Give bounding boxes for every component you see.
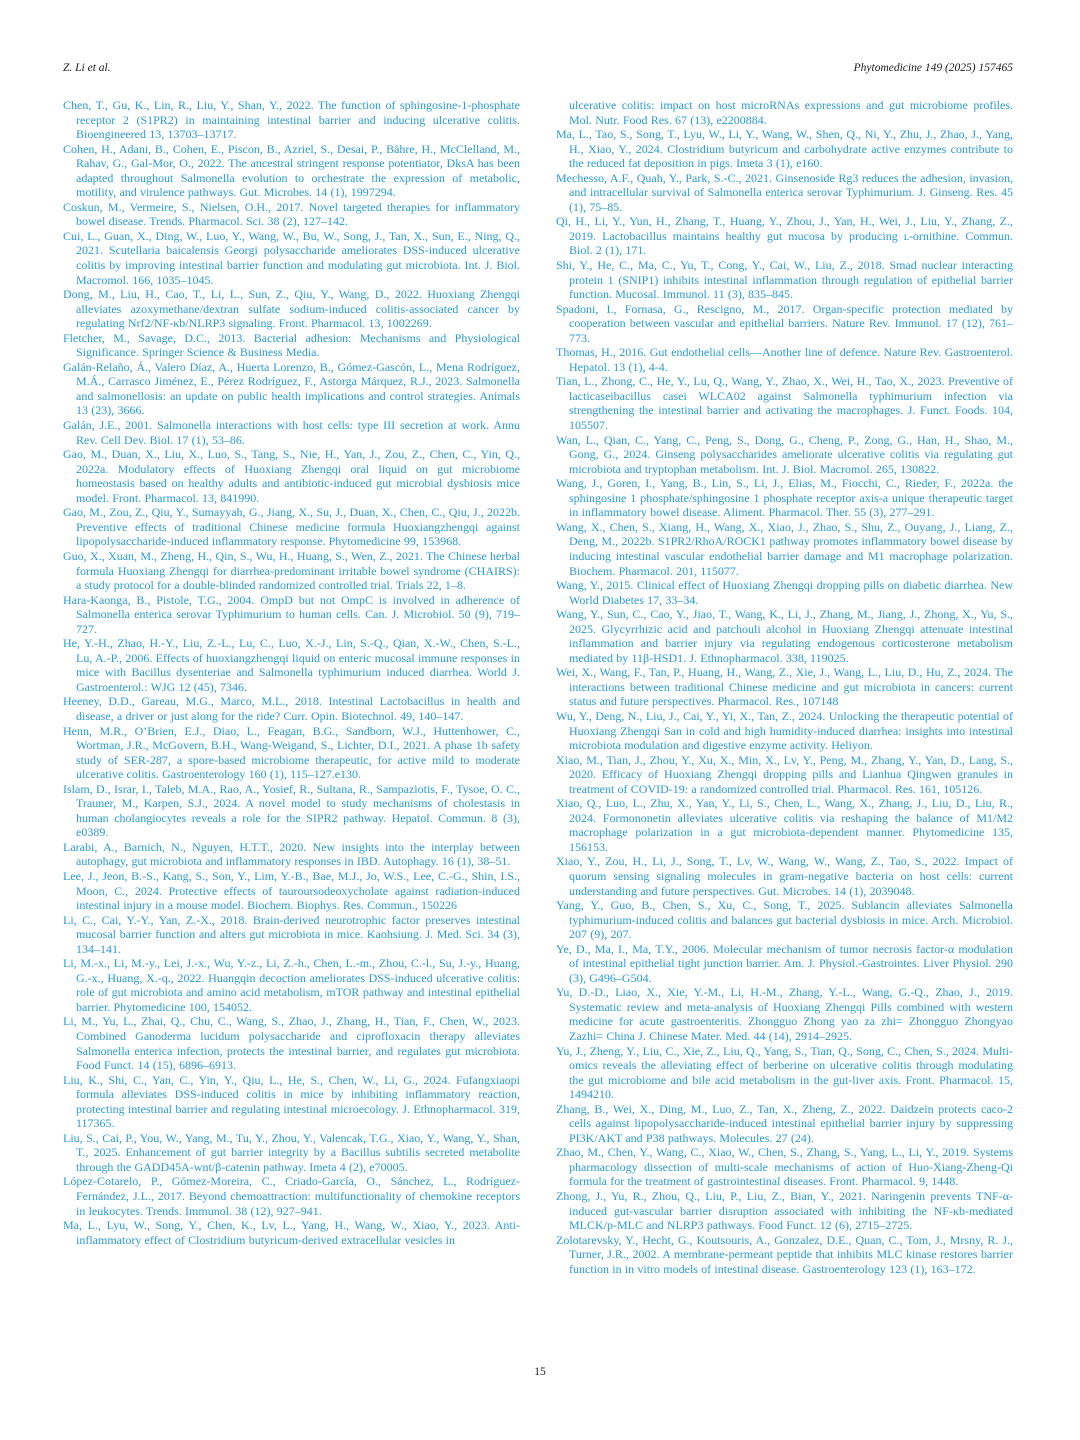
references-column-right: [556, 98, 1013, 1276]
reference-item[interactable]: Lee, J., Jeon, B.-S., Kang, S., Son, Y., Lim, Y.-B., Bae, M.J., Jo, W.S., Lee, C.-G., Shin, I.S., Moon, C., 2024. Protective effects of tauroursodeoxycholate against radiation-induced intestinal injury in a mouse model. Biochem. Biophys. Res. Commun., 150226: [63, 868, 520, 913]
reference-item[interactable]: Yu, J., Zheng, Y., Liu, C., Xie, Z., Liu, Q., Yang, S., Tian, Q., Song, C., Chen, S., 2024. Multi-omics reveals the alleviating effect of berberine on ulcerative colitis through modulating the gut microbiome and bile acid metabolism in the gut-liver axis. Front. Pharmacol. 15, 1494210.: [556, 1043, 1013, 1102]
reference-item[interactable]: Liu, S., Cai, P., You, W., Yang, M., Tu, Y., Zhou, Y., Valencak, T.G., Xiao, Y., Wang, Y., Shan, T., 2025. Enhancement of gut barrier integrity by a Bacillus subtilis secreted metabolite through the GADD45A-wnt/β-catenin pathway. Imeta 4 (2), e70005.: [63, 1130, 520, 1174]
reference-item[interactable]: Xiao, Y., Zou, H., Li, J., Song, T., Lv, W., Wang, W., Wang, Z., Tao, S., 2022. Impact of quorum sensing signaling molecules in gram-negative bacteria on host cells: current understanding and future perspectives. Gut. Microbes. 14 (1), 2039048.: [556, 854, 1013, 898]
reference-item[interactable]: Cui, L., Guan, X., Ding, W., Luo, Y., Wang, W., Bu, W., Song, J., Tan, X., Sun, E., Ning, Q., 2021. Scutellaria baicalensis Georgi polysaccharide ameliorates DSS-induced ulcerative colitis by improving intestinal barrier function and modulating gut microbiota. Int. J. Biol. Macromol. 166, 1035–1045.: [63, 228, 520, 287]
reference-item[interactable]: Cohen, H., Adani, B., Cohen, E., Piscon, B., Azriel, S., Desai, P., Bähre, H., McClelland, M., Rahav, G., Gal-Mor, O., 2022. The ancestral stringent response potentiator, DksA has been adapted throughout Salmonella evolution to orchestrate the expression of metabolic, motility, and virulence pathways. Gut. Microbes. 14 (1), 1997294.: [63, 141, 520, 200]
references-section: [63, 98, 1013, 1276]
reference-item[interactable]: Zolotarevsky, Y., Hecht, G., Koutsouris, A., Gonzalez, D.E., Quan, C., Tom, J., Mrsny, R. J., Turner, J.R., 2002. A membrane-permeant peptide that inhibits MLC kinase restores barrier function in in vitro models of intestinal disease. Gastroenterology 123 (1), 163–172.: [556, 1232, 1013, 1276]
reference-item[interactable]: Shi, Y., He, C., Ma, C., Yu, T., Cong, Y., Cai, W., Liu, Z., 2018. Smad nuclear interacting protein 1 (SNIP1) inhibits intestinal inflammation through regulation of epithelial barrier function. Mucosal. Immunol. 11 (3), 835–845.: [556, 258, 1013, 302]
reference-item[interactable]: Xiao, M., Tian, J., Zhou, Y., Xu, X., Min, X., Lv, Y., Peng, M., Zhang, Y., Yan, D., Lang, S., 2020. Efficacy of Huoxiang Zhengqi dropping pills and Lianhua Qingwen granules in treatment of COVID-19: a randomized controlled trial. Pharmacol. Res. 161, 105126.: [556, 752, 1013, 796]
reference-item[interactable]: Thomas, H., 2016. Gut endothelial cells—Another line of defence. Nature Rev. Gastroenterol. Hepatol. 13 (1), 4-4.: [556, 345, 1013, 374]
reference-item[interactable]: Wang, X., Chen, S., Xiang, H., Wang, X., Xiao, J., Zhao, S., Shu, Z., Ouyang, J., Liang, Z., Deng, M., 2022b. S1PR2/RhoA/ROCK1 pathway promotes inflammatory bowel disease by inducing intestinal vascular endothelial barrier damage and M1 macrophage polarization. Biochem. Pharmacol. 201, 115077.: [556, 519, 1013, 578]
reference-item[interactable]: Wei, X., Wang, F., Tan, P., Huang, H., Wang, Z., Xie, J., Wang, L., Liu, D., Hu, Z., 2024. The interactions between traditional Chinese medicine and gut microbiota in cancers: current status and future perspectives. Pharmacol. Res., 107148: [556, 665, 1013, 709]
reference-item[interactable]: Guo, X., Xuan, M., Zheng, H., Qin, S., Wu, H., Huang, S., Wen, Z., 2021. The Chinese herbal formula Huoxiang Zhengqi for diarrhea-predominant irritable bowel syndrome (CHAIRS): a study protocol for a double-blinded randomized controlled trial. Trials 22, 1–8.: [63, 548, 520, 593]
reference-item[interactable]: Dong, M., Liu, H., Cao, T., Li, L., Sun, Z., Qiu, Y., Wang, D., 2022. Huoxiang Zhengqi alleviates azoxymethane/dextran sulfate sodium-induced colitis-associated cancer by regulating Nrf2/NF-κb/NLRP3 signaling. Front. Pharmacol. 13, 1002269.: [63, 287, 520, 331]
reference-item[interactable]: Hara-Kaonga, B., Pistole, T.G., 2004. OmpD but not OmpC is involved in adherence of Salmonella enterica serovar Typhimurium to human cells. Can. J. Microbiol. 50 (9), 719–727.: [63, 592, 520, 636]
reference-item[interactable]: Li, M.-x., Li, M.-y., Lei, J.-x., Wu, Y.-z., Li, Z.-h., Chen, L.-m., Zhou, C.-l., Su, J.-y., Huang, G.-x., Huang, X.-q., 2022. Huangqin decoction ameliorates DSS-induced ulcerative colitis: role of gut microbiota and amino acid metabolism, mTOR pathway and intestinal epithelial barrier. Phytomedicine 100, 154052.: [63, 956, 520, 1014]
reference-item[interactable]: Li, C., Cai, Y.-Y., Yan, Z.-X., 2018. Brain-derived neurotrophic factor preserves intestinal mucosal barrier function and alters gut microbiota in mice. Kaohsiung. J. Med. Sci. 34 (3), 134–141.: [63, 912, 520, 956]
reference-item[interactable]: Henn, M.R., O’Brien, E.J., Diao, L., Feagan, B.G., Sandborn, W.J., Huttenhower, C., Wortman, J.R., McGovern, B.H., Wang-Weigand, S., Lichter, D.I., 2021. A phase 1b safety study of SER-287, a spore-based microbiome therapeutic, for active mild to moderate ulcerative colitis. Gastroenterology 160 (1), 115–127.e130.: [63, 723, 520, 782]
reference-item[interactable]: Zhao, M., Chen, Y., Wang, C., Xiao, W., Chen, S., Zhang, S., Yang, L., Li, Y., 2019. Systems pharmacology dissection of multi-scale mechanisms of action of Huo-Xiang-Zheng-Qi formula for the treatment of gastrointestinal diseases. Front. Pharmacol. 9, 1448.: [556, 1145, 1013, 1189]
reference-item[interactable]: Ye, D., Ma, I., Ma, T.Y., 2006. Molecular mechanism of tumor necrosis factor-α modulation of intestinal epithelial tight junction barrier. Am. J. Physiol.-Gastrointes. Liver Physiol. 290 (3), G496–G504.: [556, 941, 1013, 985]
reference-item[interactable]: Fletcher, M., Savage, D.C., 2013. Bacterial adhesion: Mechanisms and Physiological Significance. Springer Science & Business Media.: [63, 330, 520, 360]
reference-item[interactable]: Wang, Y., 2015. Clinical effect of Huoxiang Zhengqi dropping pills on diabetic diarrhea. New World Diabetes 17, 33–34.: [556, 578, 1013, 607]
running-head: [63, 62, 1013, 74]
reference-item[interactable]: Larabi, A., Barnich, N., Nguyen, H.T.T., 2020. New insights into the interplay between autophagy, gut microbiota and inflammatory responses in IBD. Autophagy. 16 (1), 38–51.: [63, 839, 520, 869]
reference-item[interactable]: Qi, H., Li, Y., Yun, H., Zhang, T., Huang, Y., Zhou, J., Yan, H., Wei, J., Liu, Y., Zhang, Z., 2019. Lactobacillus maintains healthy gut mucosa by producing ʟ-ornithine. Commun. Biol. 2 (1), 171.: [556, 214, 1013, 258]
reference-item[interactable]: Wang, J., Goren, I., Yang, B., Lin, S., Li, J., Elias, M., Fiocchi, C., Rieder, F., 2022a. the sphingosine 1 phosphate/sphingosine 1 phosphate receptor axis-a unique therapeutic target in inflammatory bowel disease. Aliment. Pharmacol. Ther. 55 (3), 277–291.: [556, 476, 1013, 520]
reference-item[interactable]: Spadoni, I., Fornasa, G., Rescigno, M., 2017. Organ-specific protection mediated by cooperation between vascular and epithelial barriers. Nature Rev. Immunol. 17 (12), 761–773.: [556, 301, 1013, 345]
reference-item[interactable]: Wu, Y., Deng, N., Liu, J., Cai, Y., Yi, X., Tan, Z., 2024. Unlocking the therapeutic potential of Huoxiang Zhengqi San in cold and high humidity-induced diarrhea: insights into intestinal microbiota modulation and digestive enzyme activity. Heliyon.: [556, 708, 1013, 753]
header-journal: Phytomedicine 149 (2025) 157465: [853, 62, 1013, 74]
references-column-left: [63, 98, 520, 1276]
reference-item[interactable]: Gao, M., Zou, Z., Qiu, Y., Sumayyah, G., Jiang, X., Su, J., Duan, X., Chen, C., Qiu, J., 2022b. Preventive effects of traditional Chinese medicine formula Huoxiangzhengqi against lipopolysaccharide-induced inflammatory response. Phytomedicine 99, 153968.: [63, 505, 520, 549]
reference-item[interactable]: Wan, L., Qian, C., Yang, C., Peng, S., Dong, G., Cheng, P., Zong, G., Han, H., Shao, M., Gong, G., 2024. Ginseng polysaccharides ameliorate ulcerative colitis via regulating gut microbiota and tryptophan metabolism. Int. J. Biol. Macromol. 265, 130822.: [556, 432, 1013, 476]
reference-item[interactable]: Ma, L., Tao, S., Song, T., Lyu, W., Li, Y., Wang, W., Shen, Q., Ni, Y., Zhu, J., Zhao, J., Yang, H., Xiao, Y., 2024. Clostridium butyricum and carbohydrate active enzymes contribute to the reduced fat deposition in pigs. Imeta 3 (1), e160.: [556, 127, 1013, 171]
reference-item[interactable]: Wang, Y., Sun, C., Cao, Y., Jiao, T., Wang, K., Li, J., Zhang, M., Jiang, J., Zhong, X., Yu, S., 2025. Glycyrrhizic acid and patchouli alcohol in Huoxiang Zhengqi attenuate intestinal inflammation and barrier injury via regulating endogenous corticosterone metabolism mediated by 11β-HSD1. J. Ethnopharmacol. 338, 119025.: [556, 607, 1013, 665]
reference-item[interactable]: Chen, T., Gu, K., Lin, R., Liu, Y., Shan, Y., 2022. The function of sphingosine-1-phosphate receptor 2 (S1PR2) in maintaining intestinal barrier and inducing ulcerative colitis. Bioengineered 13, 13703–13717.: [63, 98, 520, 142]
header-authors: Z. Li et al.: [63, 62, 111, 74]
reference-item[interactable]: Coskun, M., Vermeire, S., Nielsen, O.H., 2017. Novel targeted therapies for inflammatory bowel disease. Trends. Pharmacol. Sci. 38 (2), 127–142.: [63, 199, 520, 229]
reference-item[interactable]: Heeney, D.D., Gareau, M.G., Marco, M.L., 2018. Intestinal Lactobacillus in health and disease, a driver or just along for the ride? Curr. Opin. Biotechnol. 49, 140–147.: [63, 694, 520, 723]
reference-item[interactable]: Yu, D.-D., Liao, X., Xie, Y.-M., Li, H.-M., Zhang, Y.-L., Wang, G.-Q., Zhao, J., 2019. Systematic review and meta-analysis of Huoxiang Zhengqi Pills combined with western medicine for acute gastroenteritis. Zhongguo Zhong yao za zhi= Zhongguo Zhongyao Zazhi= China J. Chinese Mater. Med. 44 (14), 2914–2925.: [556, 985, 1013, 1043]
reference-item[interactable]: Zhang, B., Wei, X., Ding, M., Luo, Z., Tan, X., Zheng, Z., 2022. Daidzein protects caco-2 cells against lipopolysaccharide-induced intestinal epithelial barrier injury by suppressing PI3K/AKT and P38 pathways. Molecules. 27 (24).: [556, 1101, 1013, 1145]
reference-item[interactable]: Gao, M., Duan, X., Liu, X., Luo, S., Tang, S., Nie, H., Yan, J., Zou, Z., Chen, C., Yin, Q., 2022a. Modulatory effects of Huoxiang Zhengqi oral liquid on gut microbiome homeostasis based on healthy adults and antibiotic-induced gut microbial dysbiosis mice model. Front. Pharmacol. 13, 841990.: [63, 447, 520, 505]
reference-item[interactable]: Xiao, Q., Luo, L., Zhu, X., Yan, Y., Li, S., Chen, L., Wang, X., Zhang, J., Liu, D., Liu, R., 2024. Formononetin alleviates ulcerative colitis via reshaping the balance of M1/M2 macrophage polarization in a gut microbiota-dependent manner. Phytomedicine 135, 156153.: [556, 796, 1013, 854]
reference-item[interactable]: He, Y.-H., Zhao, H.-Y., Liu, Z.-L., Lu, C., Luo, X.-J., Lin, S.-Q., Qian, X.-W., Chen, S.-L., Lu, A.-P., 2006. Effects of huoxiangzhengqi liquid on enteric mucosal immune responses in mice with Bacillus dysenteriae and Salmonella typhimurium induced diarrhea. World J. Gastroenterol.: WJG 12 (45), 7346.: [63, 636, 520, 694]
reference-item[interactable]: Ma, L., Lyu, W., Song, Y., Chen, K., Lv, L., Yang, H., Wang, W., Xiao, Y., 2023. Anti-inflammatory effect of Clostridium butyricum-derived extracellular vesicles in: [63, 1218, 520, 1247]
reference-item[interactable]: Tian, L., Zhong, C., He, Y., Lu, Q., Wang, Y., Zhao, X., Wei, H., Tao, X., 2023. Preventive of lacticaseibacillus casei WLCA02 against Salmonella typhimurium infection via strengthening the intestinal barrier and activating the macrophages. J. Funct. Foods. 104, 105507.: [556, 374, 1013, 433]
reference-item[interactable]: Galán, J.E., 2001. Salmonella interactions with host cells: type III secretion at work. Annu Rev. Cell Dev. Biol. 17 (1), 53–86.: [63, 418, 520, 447]
reference-item[interactable]: Islam, D., Israr, I., Taleb, M.A., Rao, A., Yosief, R., Sultana, R., Sampaziotis, F., Tysoe, O. C., Trauner, M., Karpen, S.J., 2024. A novel model to study mechanisms of cholestasis in human cholangiocytes reveals a role for the SIPR2 pathway. Hepatol. Commun. 8 (3), e0389.: [63, 781, 520, 840]
reference-item[interactable]: Zhong, J., Yu, R., Zhou, Q., Liu, P., Liu, Z., Bian, Y., 2021. Naringenin prevents TNF-α-induced gut-vascular barrier disruption associated with inhibiting the NF-κb-mediated MLCK/p-MLC and NLRP3 pathways. Food Funct. 12 (6), 2715–2725.: [556, 1189, 1013, 1233]
reference-item[interactable]: Liu, K., Shi, C., Yan, C., Yin, Y., Qiu, L., He, S., Chen, W., Li, G., 2024. Fufangxiaopi formula alleviates DSS-induced colitis in mice by inhibiting inflammatory reaction, protecting intestinal barrier and regulating intestinal microecology. J. Ethnopharmacol. 319, 117365.: [63, 1072, 520, 1131]
reference-item[interactable]: ulcerative colitis: impact on host microRNAs expressions and gut microbiome profiles. Mol. Nutr. Food Res. 67 (13), e2200884.: [569, 98, 1013, 127]
reference-item[interactable]: Yang, Y., Guo, B., Chen, S., Xu, C., Song, T., 2025. Sublancin alleviates Salmonella typhimurium-induced colitis and balances gut bacterial dysbiosis in mice. Arch. Microbiol. 207 (9), 207.: [556, 898, 1013, 942]
reference-item[interactable]: Li, M., Yu, L., Zhai, Q., Chu, C., Wang, S., Zhao, J., Zhang, H., Tian, F., Chen, W., 2023. Combined Ganoderma lucidum polysaccharide and ciprofloxacin therapy alleviates Salmonella enterica infection, protects the intestinal barrier, and regulates gut microbiota. Food Funct. 14 (15), 6896–6913.: [63, 1014, 520, 1073]
reference-item[interactable]: Galán-Relaño, Á., Valero Díaz, A., Huerta Lorenzo, B., Gómez-Gascón, L., Mena Rodríguez, M.Á., Carrasco Jiménez, E., Pérez Rodríguez, F., Astorga Márquez, R.J., 2023. Salmonella and salmonellosis: an update on public health implications and control strategies. Animals 13 (23), 3666.: [63, 359, 520, 418]
page-number: 15: [534, 1366, 546, 1378]
reference-item[interactable]: Mechesso, A.F., Quah, Y., Park, S.-C., 2021. Ginsenoside Rg3 reduces the adhesion, invasion, and intracellular survival of Salmonella enterica serovar Typhimurium. J. Ginseng. Res. 45 (1), 75–85.: [556, 170, 1013, 214]
reference-item[interactable]: López-Cotarelo, P., Gómez-Moreira, C., Criado-García, O., Sánchez, L., Rodríguez-Fernández, J.L., 2017. Beyond chemoattraction: multifunctionality of chemokine receptors in leukocytes. Trends. Immunol. 38 (12), 927–941.: [63, 1174, 520, 1218]
